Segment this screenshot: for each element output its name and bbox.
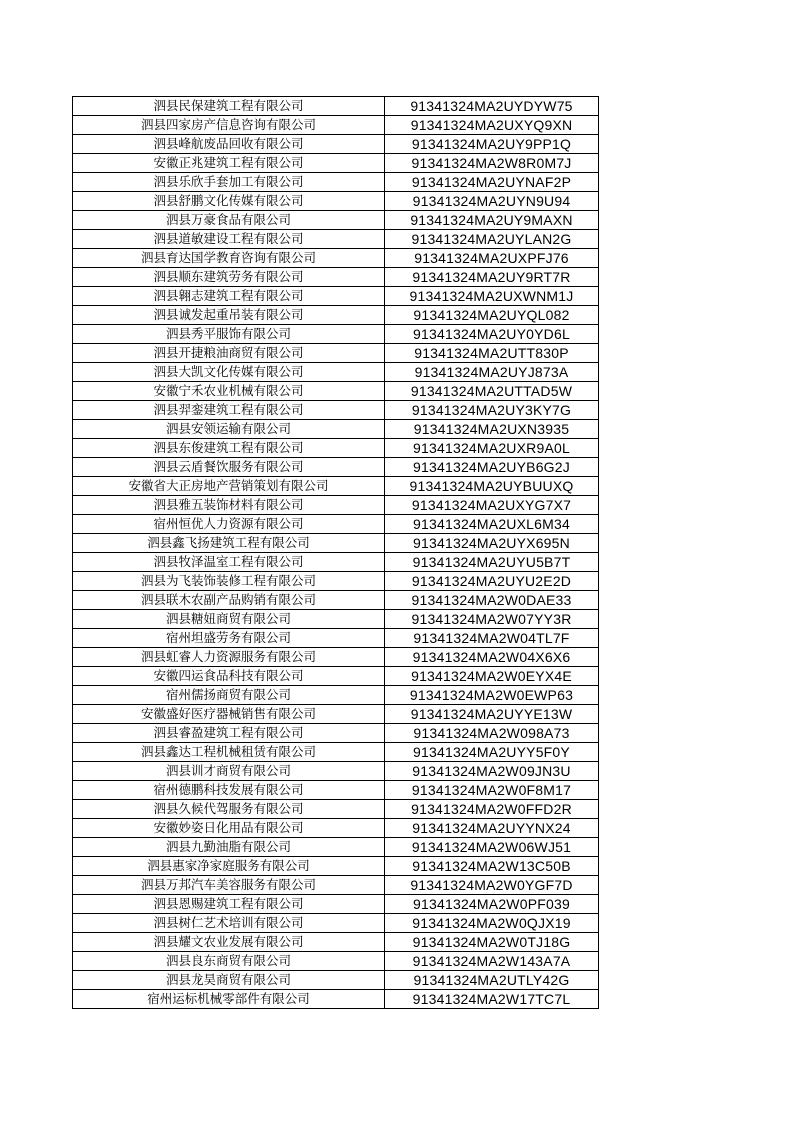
company-name-cell: 泗县道敏建设工程有限公司 <box>73 230 385 249</box>
company-name-cell: 泗县舒鹏文化传媒有限公司 <box>73 192 385 211</box>
company-name-cell: 安徽妙姿日化用品有限公司 <box>73 819 385 838</box>
company-name-cell: 泗县睿盈建筑工程有限公司 <box>73 724 385 743</box>
table-row <box>73 857 599 876</box>
table-row <box>73 914 599 933</box>
table-row <box>73 287 599 306</box>
company-name-cell: 泗县顺东建筑劳务有限公司 <box>73 268 385 287</box>
company-name-cell: 泗县为飞装饰装修工程有限公司 <box>73 572 385 591</box>
company-name-cell: 泗县九勤油脂有限公司 <box>73 838 385 857</box>
table-row <box>73 268 599 287</box>
credit-code-cell: 91341324MA2UYJ873A <box>385 363 599 382</box>
company-name-cell: 泗县开捷粮油商贸有限公司 <box>73 344 385 363</box>
table-row <box>73 515 599 534</box>
company-name-cell: 泗县东俊建筑工程有限公司 <box>73 439 385 458</box>
company-name-cell: 泗县鑫飞扬建筑工程有限公司 <box>73 534 385 553</box>
company-name-cell: 泗县树仁艺术培训有限公司 <box>73 914 385 933</box>
credit-code-cell: 91341324MA2W0EWP63 <box>385 686 599 705</box>
table-row <box>73 610 599 629</box>
credit-code-cell: 91341324MA2W04X6X6 <box>385 648 599 667</box>
company-name-cell: 泗县雅五装饰材料有限公司 <box>73 496 385 515</box>
credit-code-cell: 91341324MA2UYN9U94 <box>385 192 599 211</box>
table-row <box>73 952 599 971</box>
credit-code-cell: 91341324MA2UY9MAXN <box>385 211 599 230</box>
company-name-cell: 泗县龙昊商贸有限公司 <box>73 971 385 990</box>
table-row <box>73 116 599 135</box>
credit-code-cell: 91341324MA2UYX695N <box>385 534 599 553</box>
table-row <box>73 990 599 1009</box>
company-name-cell: 安徽宁禾农业机械有限公司 <box>73 382 385 401</box>
credit-code-cell: 91341324MA2UYLAN2G <box>385 230 599 249</box>
table-row <box>73 762 599 781</box>
company-name-cell: 泗县乐欣手套加工有限公司 <box>73 173 385 192</box>
company-name-cell: 安徽盛好医疗器械销售有限公司 <box>73 705 385 724</box>
credit-code-cell: 91341324MA2UTTAD5W <box>385 382 599 401</box>
company-name-cell: 泗县翱志建筑工程有限公司 <box>73 287 385 306</box>
table-row <box>73 477 599 496</box>
company-name-cell: 泗县峰航废品回收有限公司 <box>73 135 385 154</box>
credit-code-cell: 91341324MA2UYU2E2D <box>385 572 599 591</box>
credit-code-cell: 91341324MA2UXYG7X7 <box>385 496 599 515</box>
table-row <box>73 667 599 686</box>
company-name-cell: 泗县秀平服饰有限公司 <box>73 325 385 344</box>
table-row <box>73 534 599 553</box>
credit-code-cell: 91341324MA2UYDYW75 <box>385 97 599 116</box>
table-row <box>73 781 599 800</box>
company-name-cell: 泗县万邦汽车美容服务有限公司 <box>73 876 385 895</box>
table-row <box>73 363 599 382</box>
company-name-cell: 泗县训才商贸有限公司 <box>73 762 385 781</box>
company-name-cell: 宿州儒扬商贸有限公司 <box>73 686 385 705</box>
table-row <box>73 629 599 648</box>
credit-code-cell: 91341324MA2W0YGF7D <box>385 876 599 895</box>
table-body <box>73 97 599 1009</box>
table-row <box>73 933 599 952</box>
credit-code-cell: 91341324MA2UY0YD6L <box>385 325 599 344</box>
table-row <box>73 325 599 344</box>
table-row <box>73 382 599 401</box>
credit-code-cell: 91341324MA2W09JN3U <box>385 762 599 781</box>
table-row <box>73 439 599 458</box>
table-row <box>73 211 599 230</box>
company-name-cell: 安徽正兆建筑工程有限公司 <box>73 154 385 173</box>
company-name-cell: 安徽省大正房地产营销策划有限公司 <box>73 477 385 496</box>
credit-code-cell: 91341324MA2UY3KY7G <box>385 401 599 420</box>
credit-code-cell: 91341324MA2UY9PP1Q <box>385 135 599 154</box>
company-name-cell: 泗县牧泽温室工程有限公司 <box>73 553 385 572</box>
company-name-cell: 泗县虹睿人力资源服务有限公司 <box>73 648 385 667</box>
company-name-cell: 宿州运标机械零部件有限公司 <box>73 990 385 1009</box>
company-name-cell: 泗县万豪食品有限公司 <box>73 211 385 230</box>
company-registry-table <box>72 96 599 1009</box>
company-name-cell: 泗县鑫达工程机械租赁有限公司 <box>73 743 385 762</box>
credit-code-cell: 91341324MA2UYBUUXQ <box>385 477 599 496</box>
credit-code-cell: 91341324MA2UTT830P <box>385 344 599 363</box>
credit-code-cell: 91341324MA2UXYQ9XN <box>385 116 599 135</box>
credit-code-cell: 91341324MA2UTLY42G <box>385 971 599 990</box>
table-row <box>73 496 599 515</box>
credit-code-cell: 91341324MA2UXN3935 <box>385 420 599 439</box>
company-name-cell: 泗县安领运输有限公司 <box>73 420 385 439</box>
credit-code-cell: 91341324MA2W17TC7L <box>385 990 599 1009</box>
credit-code-cell: 91341324MA2UYQL082 <box>385 306 599 325</box>
company-name-cell: 泗县恩赐建筑工程有限公司 <box>73 895 385 914</box>
table-row <box>73 154 599 173</box>
company-name-cell: 宿州恒优人力资源有限公司 <box>73 515 385 534</box>
table-row <box>73 173 599 192</box>
table-row <box>73 230 599 249</box>
credit-code-cell: 91341324MA2W0QJX19 <box>385 914 599 933</box>
table-row <box>73 648 599 667</box>
table-row <box>73 800 599 819</box>
table-row <box>73 686 599 705</box>
credit-code-cell: 91341324MA2W8R0M7J <box>385 154 599 173</box>
credit-code-cell: 91341324MA2W098A73 <box>385 724 599 743</box>
table-row <box>73 97 599 116</box>
table-row <box>73 819 599 838</box>
credit-code-cell: 91341324MA2UYYE13W <box>385 705 599 724</box>
table-row <box>73 420 599 439</box>
credit-code-cell: 91341324MA2W0EYX4E <box>385 667 599 686</box>
table-row <box>73 135 599 154</box>
credit-code-cell: 91341324MA2W143A7A <box>385 952 599 971</box>
table-row <box>73 895 599 914</box>
company-name-cell: 泗县育达国学教育咨询有限公司 <box>73 249 385 268</box>
table-row <box>73 572 599 591</box>
table-row <box>73 306 599 325</box>
credit-code-cell: 91341324MA2UXR9A0L <box>385 439 599 458</box>
credit-code-cell: 91341324MA2UXWNM1J <box>385 287 599 306</box>
credit-code-cell: 91341324MA2W06WJ51 <box>385 838 599 857</box>
company-name-cell: 泗县惠家净家庭服务有限公司 <box>73 857 385 876</box>
credit-code-cell: 91341324MA2W07YY3R <box>385 610 599 629</box>
credit-code-cell: 91341324MA2UYY5F0Y <box>385 743 599 762</box>
credit-code-cell: 91341324MA2W0TJ18G <box>385 933 599 952</box>
company-registry-sheet <box>72 96 598 1009</box>
credit-code-cell: 91341324MA2W13C50B <box>385 857 599 876</box>
credit-code-cell: 91341324MA2W04TL7F <box>385 629 599 648</box>
credit-code-cell: 91341324MA2W0FFD2R <box>385 800 599 819</box>
credit-code-cell: 91341324MA2UXL6M34 <box>385 515 599 534</box>
company-name-cell: 泗县糖妞商贸有限公司 <box>73 610 385 629</box>
credit-code-cell: 91341324MA2UYU5B7T <box>385 553 599 572</box>
table-row <box>73 458 599 477</box>
company-name-cell: 泗县羿銮建筑工程有限公司 <box>73 401 385 420</box>
credit-code-cell: 91341324MA2UYNAF2P <box>385 173 599 192</box>
credit-code-cell: 91341324MA2W0F8M17 <box>385 781 599 800</box>
company-name-cell: 宿州坦盛劳务有限公司 <box>73 629 385 648</box>
credit-code-cell: 91341324MA2W0DAE33 <box>385 591 599 610</box>
table-row <box>73 401 599 420</box>
company-name-cell: 泗县民保建筑工程有限公司 <box>73 97 385 116</box>
credit-code-cell: 91341324MA2W0PF039 <box>385 895 599 914</box>
table-row <box>73 838 599 857</box>
credit-code-cell: 91341324MA2UXPFJ76 <box>385 249 599 268</box>
credit-code-cell: 91341324MA2UY9RT7R <box>385 268 599 287</box>
table-row <box>73 344 599 363</box>
company-name-cell: 泗县四家房产信息咨询有限公司 <box>73 116 385 135</box>
company-name-cell: 泗县大凯文化传媒有限公司 <box>73 363 385 382</box>
credit-code-cell: 91341324MA2UYYNX24 <box>385 819 599 838</box>
company-name-cell: 泗县良东商贸有限公司 <box>73 952 385 971</box>
table-row <box>73 876 599 895</box>
credit-code-cell: 91341324MA2UYB6G2J <box>385 458 599 477</box>
company-name-cell: 宿州德鹏科技发展有限公司 <box>73 781 385 800</box>
table-row <box>73 971 599 990</box>
table-row <box>73 249 599 268</box>
table-row <box>73 553 599 572</box>
table-row <box>73 724 599 743</box>
company-name-cell: 泗县联木农副产品购销有限公司 <box>73 591 385 610</box>
company-name-cell: 泗县耀文农业发展有限公司 <box>73 933 385 952</box>
company-name-cell: 安徽四运食品科技有限公司 <box>73 667 385 686</box>
company-name-cell: 泗县久候代驾服务有限公司 <box>73 800 385 819</box>
company-name-cell: 泗县云盾餐饮服务有限公司 <box>73 458 385 477</box>
table-row <box>73 591 599 610</box>
company-name-cell: 泗县诚发起重吊装有限公司 <box>73 306 385 325</box>
table-row <box>73 705 599 724</box>
table-row <box>73 743 599 762</box>
table-row <box>73 192 599 211</box>
